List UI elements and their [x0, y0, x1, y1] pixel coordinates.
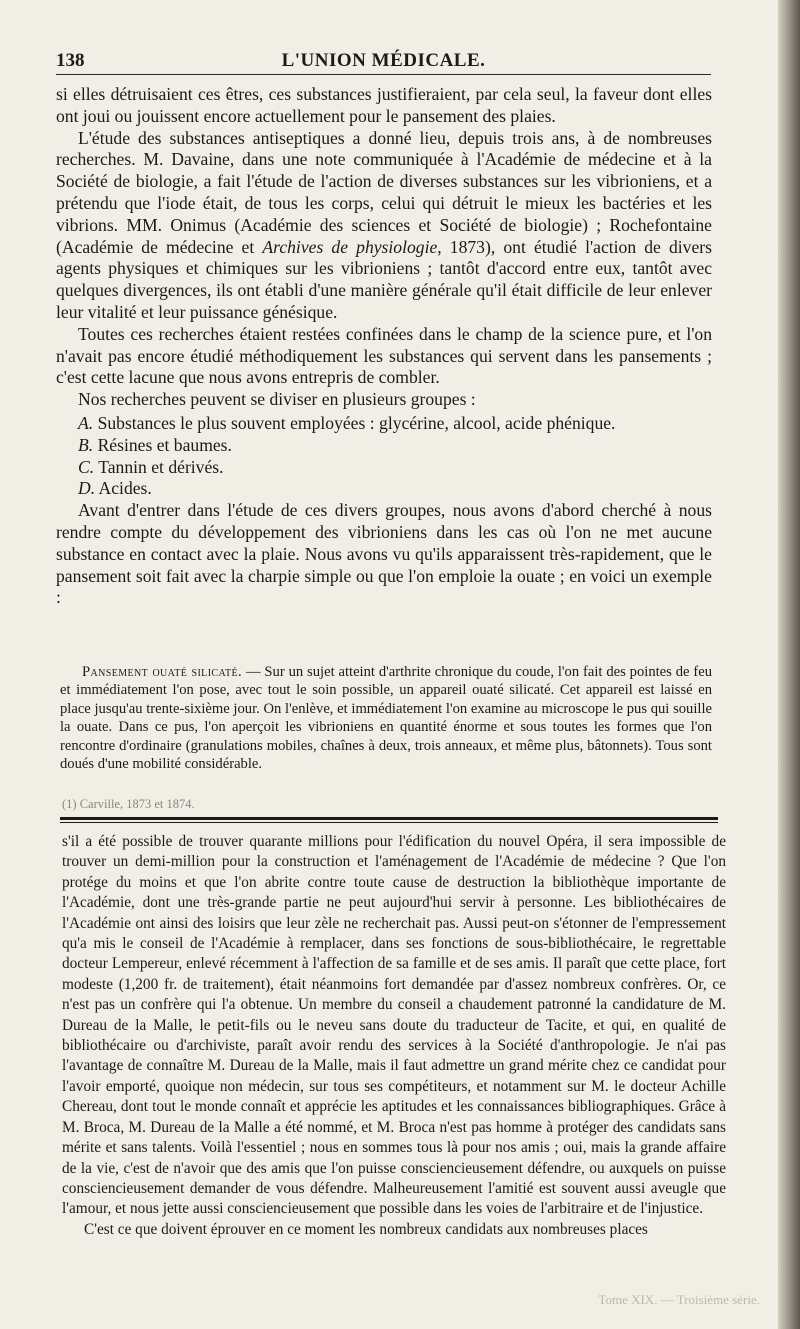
- page-edge: [778, 0, 800, 1329]
- main-article: [56, 84, 712, 609]
- running-title: L'UNION MÉDICALE.: [281, 50, 486, 71]
- paragraph-groups-intro: Nos recherches peuvent se diviser en plusieurs groupes :: [78, 389, 476, 410]
- footnote: (1) Carville, 1873 et 1874.: [62, 797, 195, 811]
- paragraph-confined-research: Toutes ces recherches étaient restées confinées dans le champ de la science pure, et l'on n'avait pas encore étudié méthodiquement les substances qui servent dans les pansements ; c'est cette lacune que nous avons entrepris de combler.: [56, 323, 712, 388]
- page-number: 138: [56, 50, 85, 71]
- groups-list: [56, 413, 712, 500]
- feuilleton-divider-thin: [60, 822, 718, 823]
- paragraph-text: L'étude des substances antiseptiques a donné lieu, depuis trois ans, à de nombreuses recherches. M. Davaine, dans une note communiquée à l'Académie de médecine et à la Société de biologie, a fait l'étude de l'action de diverses substances sur les vibrioniens, et a prétendu que l'iode était, de tous les corps, celui qui détruit le mieux les bactéries et les vibrions. MM. Onimus (Académie des sciences et Société de biologie) ; Rochefontaine (Académie de médecine et: [56, 127, 712, 257]
- group-text: Tannin et dérivés.: [98, 456, 224, 477]
- group-item: [78, 413, 712, 435]
- case-report: [60, 663, 712, 773]
- group-text: Résines et baumes.: [97, 434, 232, 455]
- page-header: [56, 44, 711, 74]
- group-item: [78, 478, 712, 500]
- paragraph-antiseptics-study: [56, 128, 712, 324]
- group-item: [78, 457, 712, 479]
- group-letter: B.: [78, 434, 94, 455]
- feuilleton-paragraph: s'il a été possible de trouver quarante millions pour l'édification du nouvel Opéra, il sera impossible de trouver un demi-million pour la construction et l'aménagement de l'Académie de médecine ? Que l'on protége du moins et que l'on abrite contre toute cause de destruction la bibliothèque importante de l'Académie, dont une très-grande partie ne peut aujourd'hui servir à personne. Les bibliothécaires de l'Académie ont ainsi des loisirs que leur zèle ne recherchait pas. Aussi peut-on s'étonner de l'empressement qu'a mis le conseil de l'Académie à remplacer, dans ses fonctions de sous-bibliothécaire, le regrettable docteur Lempereur, enlevé récemment à l'affection de sa famille et de ses amis. Il paraît que cette place, fort modeste (1,200 fr. de traitement), était néanmoins fort demandée par d'assez nombreux confrères. Or, ce n'est pas un confrère qui l'a obtenue. Un membre du conseil a chaudement patronné la candidature de M. Dureau de la Malle, le petit-fils ou le neveu sans doute du traducteur de Tacite, et qui, en qualité de bibliothécaire ou d'archiviste, paraît avoir rendu des services à la Société d'anthropologie. Je n'ai pas l'avantage de connaître M. Dureau de la Malle, mais il faut admettre un grand mérite chez ce candidat pour l'avoir emporté, quoique non médecin, sur tous ses compétiteurs, et notamment sur M. le docteur Achille Chereau, dont tout le monde connaît et apprécie les aptitudes et les connaissances bibliographiques. Grâce à M. Broca, M. Dureau de la Malle a été nommé, et M. Broca n'est pas homme à protéger des candidats sans mérite et sans talents. Voilà l'essentiel ; nous en sommes tous là pour nos amis ; oui, mais la grande affaire de la vie, c'est de n'avoir que des amis que l'on puisse consciencieusement défendre, ou auxquels on puisse consciencieusement demander de vous défendre. Malheureusement l'amitié est souvent aussi aveugle que l'amour, et nous jette aussi consciencieusement que possible dans les voies de l'arbitraire et de l'injustice.: [62, 833, 726, 1218]
- show-through-text: Tome XIX. — Troisième série.: [598, 1292, 760, 1307]
- group-letter: C.: [78, 456, 95, 477]
- group-text: Acides.: [98, 478, 152, 499]
- paragraph-vibrion-development: Avant d'entrer dans l'étude de ces divers groupes, nous avons d'abord cherché à nous rendre compte du développement des vibrioniens dans les cas où l'on ne met aucune substance en contact avec la plaie. Nous avons vu qu'ils apparaissent très-rapidement, que le pansement soit fait avec la charpie simple ou que l'on emploie la ouate ; en voici un exemple :: [56, 500, 712, 608]
- group-letter: A.: [78, 412, 94, 433]
- header-rule: [56, 74, 711, 75]
- group-item: [78, 435, 712, 457]
- group-text: Substances le plus souvent employées : glycérine, alcool, acide phénique.: [97, 412, 616, 433]
- group-letter: D.: [78, 478, 96, 499]
- feuilleton-divider: [60, 817, 718, 820]
- journal-title: Archives de physiologie: [262, 236, 438, 257]
- feuilleton: [62, 832, 726, 1240]
- case-text: — Sur un sujet atteint d'arthrite chronique du coude, l'on fait des pointes de feu et immédiatement l'on pose, avec tout le soin possible, un appareil ouaté silicaté. Cet appareil est laissé en place jusqu'au trente-sixième jour. On l'enlève, et immédiatement l'on examine au microscope le pus qui souille la ouate. Dans ce pus, l'on aperçoit les vibrioniens en quantité énorme et sous toutes les formes que l'on rencontre d'ordinaire (granulations mobiles, chaînes à deux, trois anneaux, et même plus, bâtonnets). Tous sont doués d'une mobilité considérable.: [60, 664, 713, 773]
- paragraph-text: , 1873), ont étudié l'action de divers agents physiques et chimiques sur les vibrioniens ; tantôt d'accord entre eux, tantôt avec quelques divergences, ils ont établi d'une manière générale qu'il était difficile de leur enlever leur vitalité et leur puissance génésique.: [56, 236, 712, 322]
- paragraph-continuation: si elles détruisaient ces êtres, ces substances justifieraient, par cela seul, la faveur dont elles ont joui ou jouissent encore actuellement pour le pansement des plaies.: [56, 84, 712, 126]
- case-heading: Pansement ouaté silicaté.: [82, 664, 243, 680]
- feuilleton-paragraph: C'est ce que doivent éprouver en ce moment les nombreux candidats aux nombreuses places: [84, 1220, 648, 1238]
- case-paragraph: [60, 663, 712, 773]
